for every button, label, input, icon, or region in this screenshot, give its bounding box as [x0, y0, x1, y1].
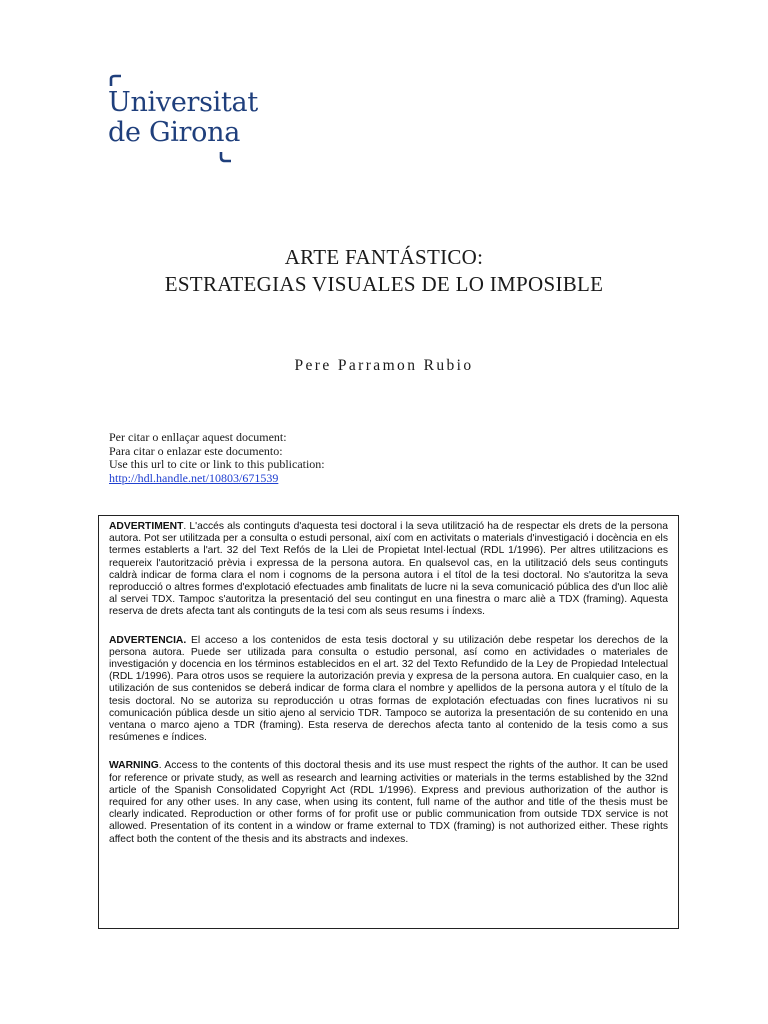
logo-ornament-top	[109, 74, 249, 88]
logo-ornament-bottom	[109, 150, 249, 164]
handle-link[interactable]: http://hdl.handle.net/10803/671539	[109, 470, 279, 485]
notice-spanish	[109, 635, 668, 745]
citation-block	[109, 431, 325, 485]
notice-label: WARNING	[109, 760, 159, 772]
citation-line-en: Use this url to cite or link to this publication:	[109, 457, 325, 471]
logo-line-1: Universitat	[108, 87, 258, 118]
title-line-1: ARTE FANTÁSTICO:	[284, 245, 484, 269]
thesis-title	[0, 244, 768, 298]
author-name: Pere Parramon Rubio	[294, 357, 474, 374]
title-line-2: ESTRATEGIAS VISUALES DE LO IMPOSIBLE	[164, 272, 604, 296]
rights-notice-box	[98, 515, 679, 929]
citation-line-es: Para citar o enlazar este documento:	[109, 443, 283, 458]
notice-text: . L'accés als continguts d'aquesta tesi doctoral i la seva utilització ha de respectar els drets de la persona autora. Pot ser utilitzada per a consulta o estudi personal, així com en activitats o materials d'investigació i docència en els termes establerts a l'art. 32 del Text Refós de la Llei de Propietat Intel·lectual (RDL 1/1996). Per altres utilitzacions es requereix l'autorització prèvia i expressa de la persona autora. En qualsevol cas, en la utilització dels seus continguts caldrà indicar de forma clara el nom i cognoms de la persona autora i el títol de la tesi doctoral. No s'autoritza la seva reproducció o altres formes d'explotació efectuades amb finalitats de lucre ni la seva comunicació pública des d'un lloc aliè al servei TDX. Tampoc s'autoritza la presentació del seu contingut en una finestra o marc aliè a TDX (framing). Aquesta reserva de drets afecta tant als continguts de la tesi com als seus resums i índexs.	[109, 521, 668, 618]
notice-english	[109, 760, 668, 845]
notice-catalan	[109, 521, 668, 619]
logo-line-2: de Girona	[108, 117, 240, 148]
notice-label: ADVERTIMENT	[109, 521, 184, 532]
notice-text: El acceso a los contenidos de esta tesis doctoral y su utilización debe respetar los derechos de la persona autora. Puede ser utilizada para consulta o estudio personal, así como en actividades o materiales de investigación y docencia en los términos establecidos en el art. 32 del Texto Refundido de la Ley de Propiedad Intelectual (RDL 1/1996). Para otros usos se requiere la autorización previa y expresa de la persona autora. En cualquier caso, en la utilización de sus contenidos se deberá indicar de forma clara el nombre y apellidos de la persona autora y el título de la tesis doctoral. No se autoriza su reproducción u otras formas de explotación efectuadas con fines lucrativos ni su comunicación pública desde un sitio ajeno al servicio TDR. Tampoco se autoriza la presentación de su contenido en una ventana o marco ajeno a TDR (framing). Esta reserva de derechos afecta tanto al contenido de la tesis como a sus resúmenes e índices.	[109, 634, 668, 744]
notice-text: . Access to the contents of this doctoral thesis and its use must respect the rights of the author. It can be used for reference or private study, as well as research and learning activities or materials in the terms established by the 32nd article of the Spanish Consolidated Copyright Act (RDL 1/1996). Express and previous authorization of the author is required for any other uses. In any case, when using its content, full name of the author and title of the thesis must be clearly indicated. Reproduction or other forms of for profit use or public communication from outside TDX service is not allowed. Presentation of its content in a window or frame external to TDX (framing) is not authorized either. These rights affect both the content of the thesis and its abstracts and indexes.	[109, 760, 668, 845]
university-logo	[108, 74, 258, 164]
notice-label: ADVERTENCIA.	[109, 634, 187, 646]
citation-line-ca: Per citar o enllaçar aquest document:	[109, 430, 287, 444]
